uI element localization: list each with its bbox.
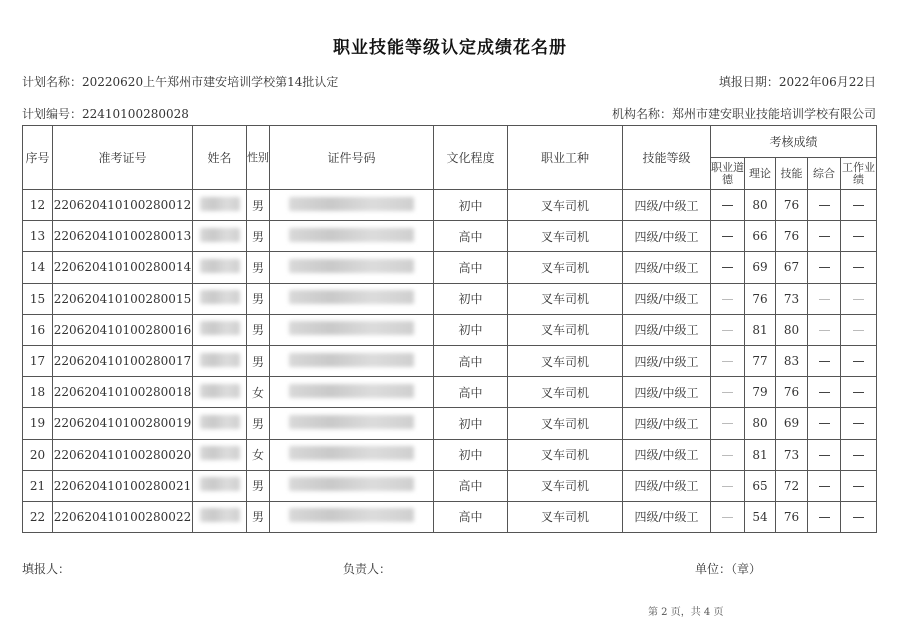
header-ethics: 职业道德 [711,158,745,190]
name-cell-redacted [193,439,247,470]
edu-cell: 初中 [434,314,508,345]
dash-mark [853,267,864,268]
comp-cell [808,190,841,221]
seq-cell: 19 [23,408,53,439]
comp-cell [808,345,841,376]
gender-cell: 女 [247,439,270,470]
header-work-performance: 工作业绩 [841,158,877,190]
job-cell: 叉车司机 [508,190,623,221]
skill-cell: 73 [776,283,808,314]
work-cell [841,408,877,439]
score-roster-table [22,125,877,533]
theory-cell: 69 [745,252,776,283]
dash-mark [819,267,830,268]
work-cell [841,345,877,376]
id-number-cell-redacted [270,501,434,532]
header-skill: 技能 [776,158,808,190]
skill-cell: 83 [776,345,808,376]
seq-cell: 15 [23,283,53,314]
dash-mark [853,205,864,206]
theory-cell: 66 [745,221,776,252]
theory-cell: 65 [745,470,776,501]
dash-mark [819,392,830,393]
header-seq: 序号 [23,126,53,190]
dash-mark [819,330,830,331]
edu-cell: 高中 [434,470,508,501]
header-occupation: 职业工种 [508,126,623,190]
skill-cell: 76 [776,377,808,408]
comp-cell [808,408,841,439]
ethics-cell [711,470,745,501]
seq-cell: 16 [23,314,53,345]
level-cell: 四级/中级工 [623,283,711,314]
work-cell [841,314,877,345]
edu-cell: 高中 [434,345,508,376]
table-row [23,377,877,408]
header-skill-level: 技能等级 [623,126,711,190]
ethics-cell [711,221,745,252]
page-number: 第 2 页，共 4 页 [648,607,724,618]
dash-mark [853,517,864,518]
dash-mark [722,205,733,206]
skill-cell: 73 [776,439,808,470]
dash-mark [819,423,830,424]
work-cell [841,377,877,408]
dash-mark [819,205,830,206]
id-number-cell-redacted [270,345,434,376]
comp-cell [808,439,841,470]
table-row [23,470,877,501]
comp-cell [808,221,841,252]
dash-mark [853,330,864,331]
exam-no-cell: 220620410100280017 [53,345,193,376]
work-cell [841,501,877,532]
edu-cell: 高中 [434,221,508,252]
comp-cell [808,314,841,345]
theory-cell: 79 [745,377,776,408]
dash-mark [722,517,733,518]
job-cell: 叉车司机 [508,345,623,376]
seq-cell: 22 [23,501,53,532]
dash-mark [853,299,864,300]
gender-cell: 男 [247,408,270,439]
ethics-cell [711,439,745,470]
level-cell: 四级/中级工 [623,314,711,345]
level-cell: 四级/中级工 [623,377,711,408]
fill-date: 填报日期：2022年06月22日 [718,75,876,89]
dash-mark [722,330,733,331]
exam-no-cell: 220620410100280013 [53,221,193,252]
gender-cell: 男 [247,221,270,252]
ethics-cell [711,501,745,532]
theory-cell: 80 [745,408,776,439]
theory-cell: 77 [745,345,776,376]
table-row [23,190,877,221]
footer-unit: 单位：（章） [695,562,762,576]
exam-no-cell: 220620410100280012 [53,190,193,221]
work-cell [841,221,877,252]
gender-cell: 男 [247,501,270,532]
footer-filler: 填报人： [22,562,71,576]
exam-no-cell: 220620410100280021 [53,470,193,501]
skill-cell: 80 [776,314,808,345]
dash-mark [853,392,864,393]
edu-cell: 高中 [434,501,508,532]
comp-cell [808,283,841,314]
ethics-cell [711,377,745,408]
name-cell-redacted [193,408,247,439]
edu-cell: 初中 [434,283,508,314]
exam-no-cell: 220620410100280019 [53,408,193,439]
dash-mark [819,517,830,518]
level-cell: 四级/中级工 [623,190,711,221]
header-scores: 考核成绩 [711,126,877,158]
gender-cell: 男 [247,252,270,283]
seq-cell: 18 [23,377,53,408]
level-cell: 四级/中级工 [623,439,711,470]
edu-cell: 初中 [434,439,508,470]
id-number-cell-redacted [270,439,434,470]
id-number-cell-redacted [270,408,434,439]
header-id-no: 证件号码 [270,126,434,190]
name-cell-redacted [193,283,247,314]
name-cell-redacted [193,377,247,408]
name-cell-redacted [193,345,247,376]
dash-mark [722,299,733,300]
skill-cell: 76 [776,190,808,221]
job-cell: 叉车司机 [508,501,623,532]
header-education: 文化程度 [434,126,508,190]
name-cell-redacted [193,501,247,532]
table-row [23,439,877,470]
job-cell: 叉车司机 [508,221,623,252]
ethics-cell [711,283,745,314]
plan-name: 计划名称：20220620上午郑州市建安培训学校第14批认定 [22,75,339,89]
exam-no-cell: 220620410100280020 [53,439,193,470]
id-number-cell-redacted [270,221,434,252]
table-row [23,501,877,532]
work-cell [841,283,877,314]
header-exam-no: 准考证号 [53,126,193,190]
seq-cell: 17 [23,345,53,376]
level-cell: 四级/中级工 [623,501,711,532]
footer-responsible: 负责人： [343,562,392,576]
dash-mark [722,236,733,237]
exam-no-cell: 220620410100280015 [53,283,193,314]
table-row [23,408,877,439]
dash-mark [819,486,830,487]
comp-cell [808,470,841,501]
gender-cell: 男 [247,345,270,376]
job-cell: 叉车司机 [508,252,623,283]
org-name: 机构名称：郑州市建安职业技能培训学校有限公司 [611,107,876,121]
ethics-cell [711,408,745,439]
theory-cell: 81 [745,314,776,345]
theory-cell: 81 [745,439,776,470]
job-cell: 叉车司机 [508,408,623,439]
dash-mark [722,423,733,424]
seq-cell: 13 [23,221,53,252]
dash-mark [722,361,733,362]
ethics-cell [711,190,745,221]
header-comprehensive: 综合 [808,158,841,190]
name-cell-redacted [193,221,247,252]
level-cell: 四级/中级工 [623,408,711,439]
comp-cell [808,501,841,532]
comp-cell [808,377,841,408]
ethics-cell [711,345,745,376]
header-gender: 性别 [247,126,270,190]
work-cell [841,439,877,470]
dash-mark [819,361,830,362]
work-cell [841,190,877,221]
ethics-cell [711,314,745,345]
gender-cell: 男 [247,190,270,221]
skill-cell: 72 [776,470,808,501]
dash-mark [853,236,864,237]
exam-no-cell: 220620410100280022 [53,501,193,532]
dash-mark [722,455,733,456]
exam-no-cell: 220620410100280016 [53,314,193,345]
table-row [23,221,877,252]
job-cell: 叉车司机 [508,470,623,501]
dash-mark [819,236,830,237]
work-cell [841,252,877,283]
level-cell: 四级/中级工 [623,470,711,501]
job-cell: 叉车司机 [508,439,623,470]
dash-mark [722,486,733,487]
table-row [23,252,877,283]
dash-mark [853,455,864,456]
skill-cell: 76 [776,501,808,532]
header-theory: 理论 [745,158,776,190]
id-number-cell-redacted [270,377,434,408]
job-cell: 叉车司机 [508,377,623,408]
theory-cell: 76 [745,283,776,314]
theory-cell: 54 [745,501,776,532]
dash-mark [722,267,733,268]
seq-cell: 12 [23,190,53,221]
job-cell: 叉车司机 [508,314,623,345]
edu-cell: 高中 [434,377,508,408]
seq-cell: 20 [23,439,53,470]
table-row [23,314,877,345]
id-number-cell-redacted [270,252,434,283]
skill-cell: 69 [776,408,808,439]
id-number-cell-redacted [270,314,434,345]
name-cell-redacted [193,314,247,345]
edu-cell: 高中 [434,252,508,283]
id-number-cell-redacted [270,190,434,221]
level-cell: 四级/中级工 [623,252,711,283]
gender-cell: 男 [247,470,270,501]
exam-no-cell: 220620410100280014 [53,252,193,283]
level-cell: 四级/中级工 [623,345,711,376]
dash-mark [853,423,864,424]
gender-cell: 男 [247,283,270,314]
job-cell: 叉车司机 [508,283,623,314]
dash-mark [722,392,733,393]
seq-cell: 14 [23,252,53,283]
gender-cell: 男 [247,314,270,345]
dash-mark [853,361,864,362]
skill-cell: 76 [776,221,808,252]
exam-no-cell: 220620410100280018 [53,377,193,408]
id-number-cell-redacted [270,470,434,501]
dash-mark [819,455,830,456]
edu-cell: 初中 [434,190,508,221]
name-cell-redacted [193,252,247,283]
name-cell-redacted [193,470,247,501]
comp-cell [808,252,841,283]
table-row [23,283,877,314]
name-cell-redacted [193,190,247,221]
plan-number: 计划编号：22410100280028 [22,107,189,121]
edu-cell: 初中 [434,408,508,439]
dash-mark [819,299,830,300]
gender-cell: 女 [247,377,270,408]
seq-cell: 21 [23,470,53,501]
table-row [23,345,877,376]
page-title: 职业技能等级认定成绩花名册 [333,38,567,58]
header-name: 姓名 [193,126,247,190]
theory-cell: 80 [745,190,776,221]
skill-cell: 67 [776,252,808,283]
level-cell: 四级/中级工 [623,221,711,252]
work-cell [841,470,877,501]
ethics-cell [711,252,745,283]
dash-mark [853,486,864,487]
id-number-cell-redacted [270,283,434,314]
